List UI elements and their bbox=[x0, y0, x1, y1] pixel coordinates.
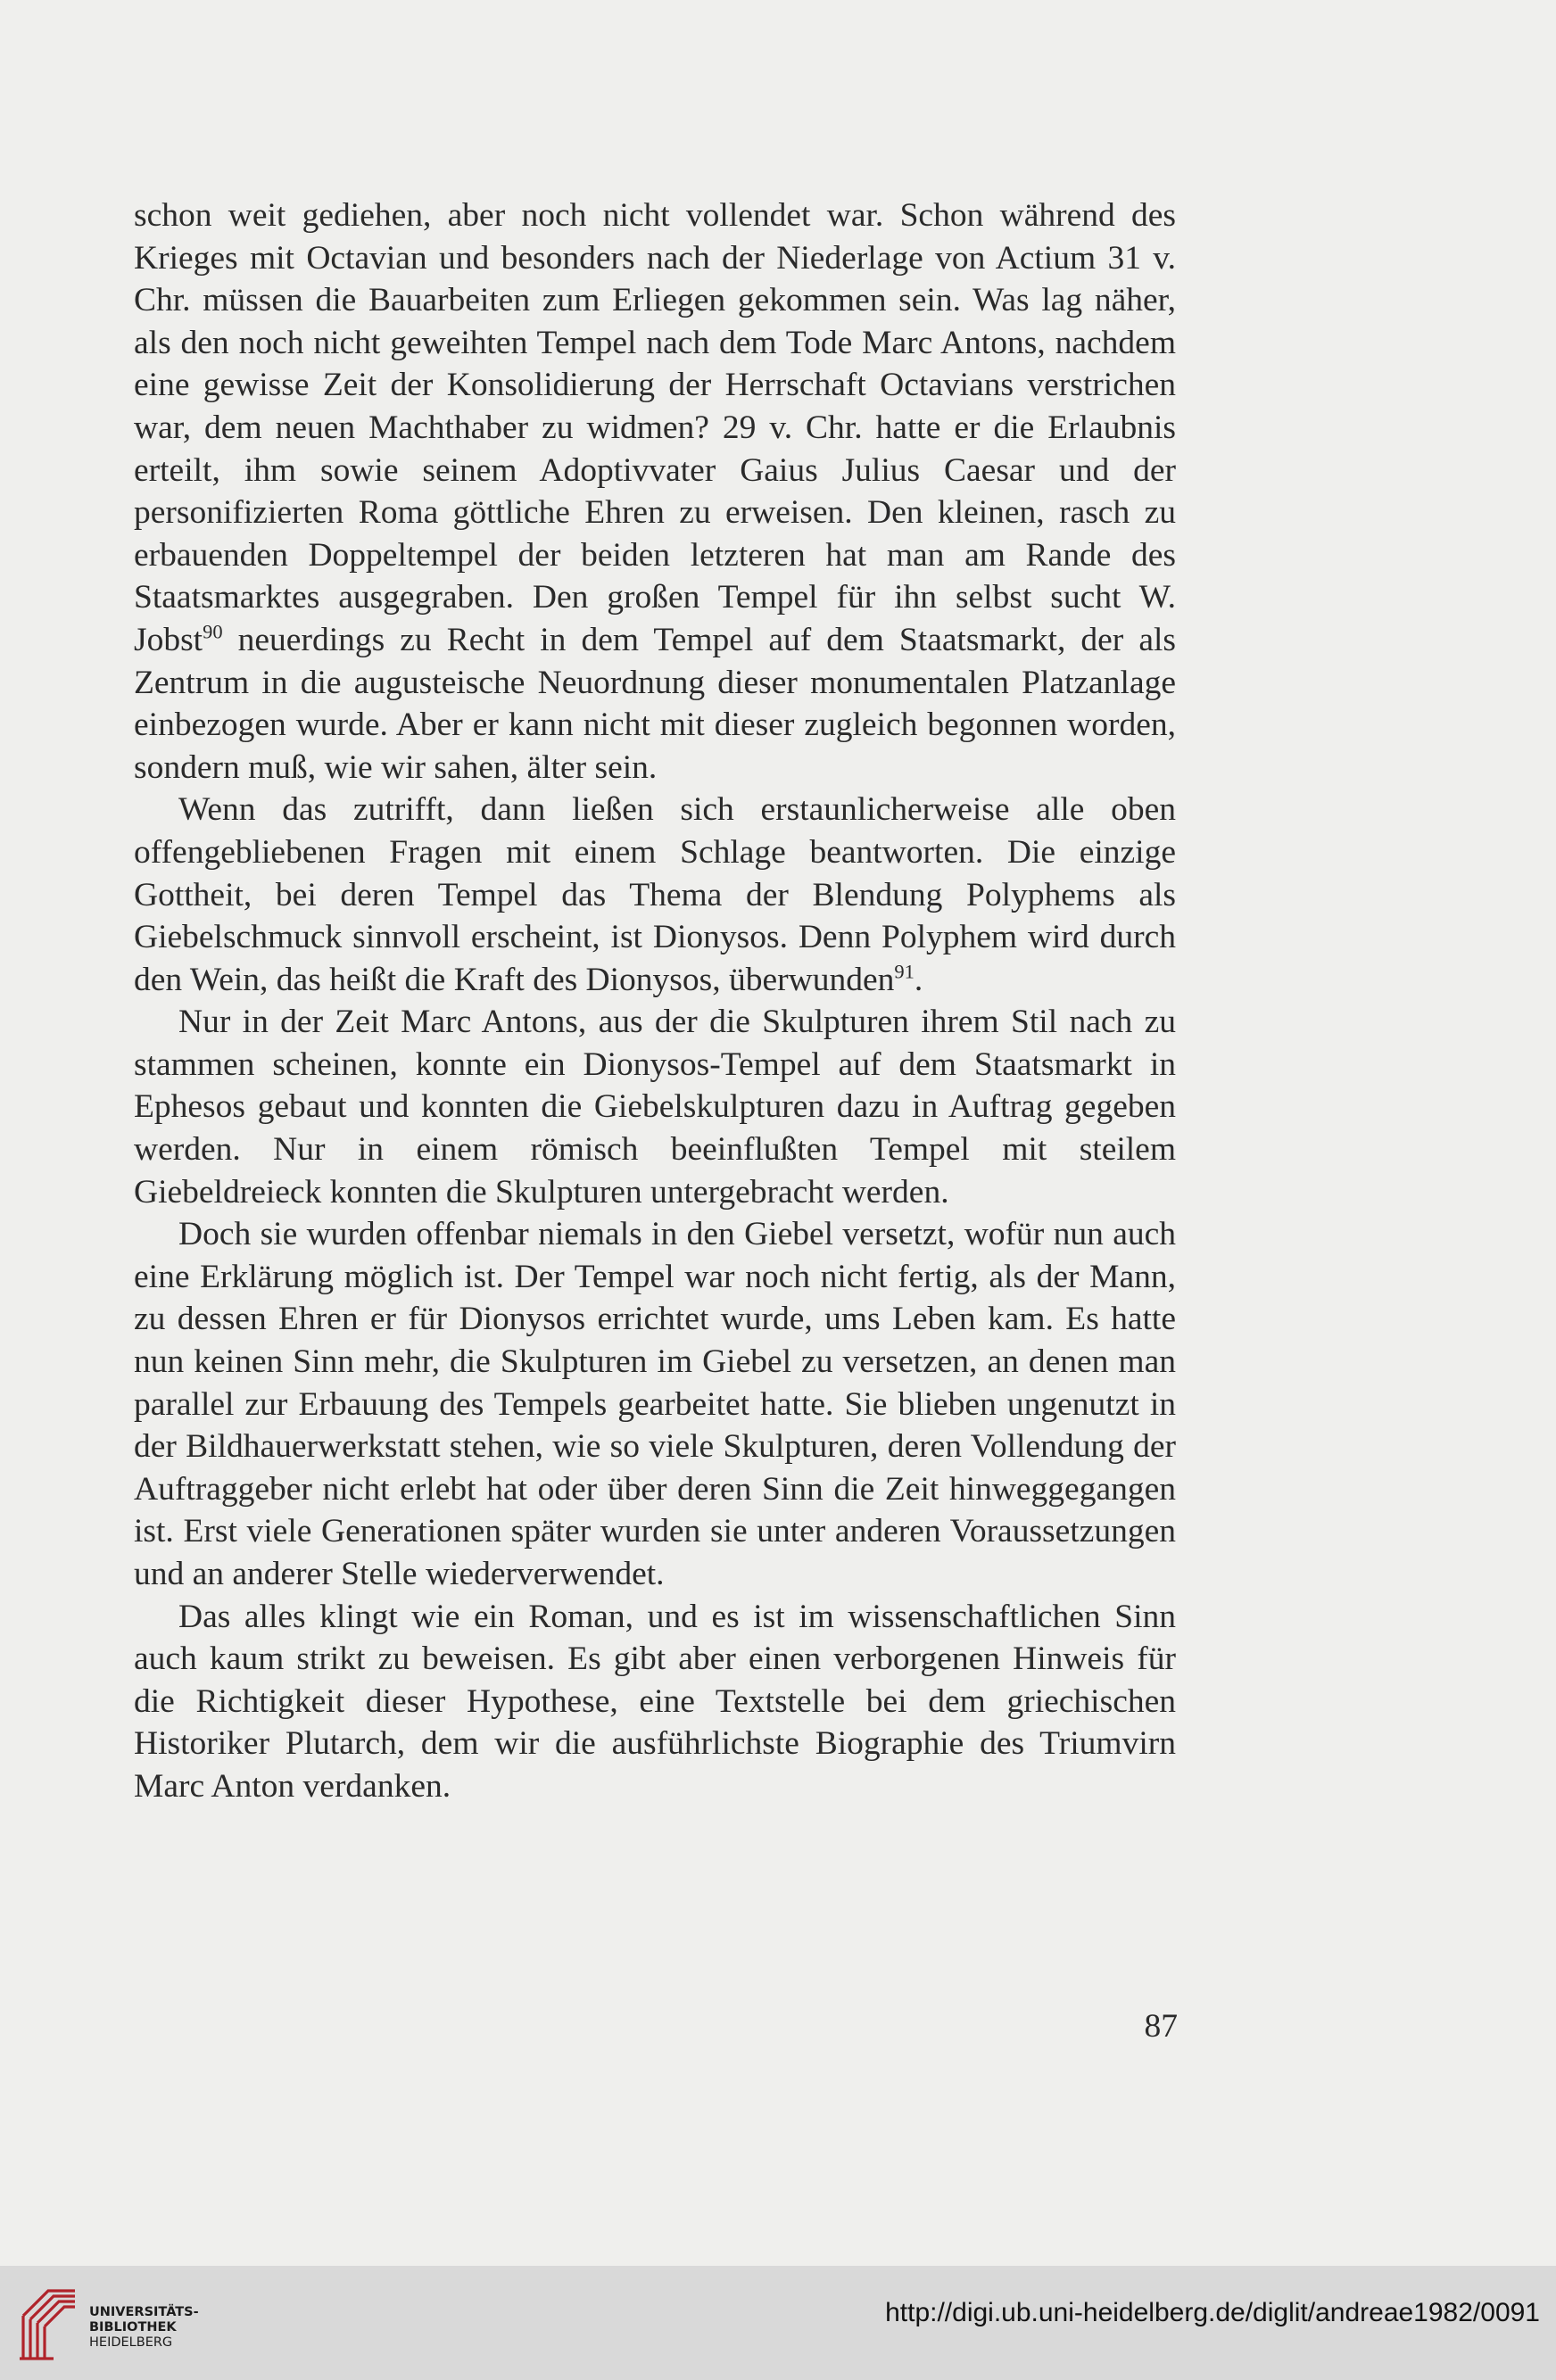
library-logo-icon bbox=[18, 2284, 80, 2364]
body-text bbox=[134, 194, 1176, 1808]
library-logo-text bbox=[89, 2305, 199, 2351]
footnote-ref-91: 91 bbox=[894, 960, 915, 983]
paragraph-3: Nur in der Zeit Marc Antons, aus der die Skulpturen ihrem Stil nach zu stammen scheinen, konnte ein Dionysos-Tempel auf dem Staatsmarkt in Ephesos gebaut und konnten die Giebelskulpturen dazu in Auftrag gegeben werden. Nur in einem römisch beeinflußten Tempel mit steilem Giebeldreieck konnten die Skulpturen untergebracht werden. bbox=[134, 1004, 1176, 1211]
logo-line-1: UNIVERSITÄTS- bbox=[89, 2305, 199, 2319]
footer-bar bbox=[0, 2266, 1556, 2380]
logo-line-2: BIBLIOTHEK bbox=[89, 2320, 177, 2335]
paragraph-1: schon weit gediehen, aber noch nicht vollendet war. Schon während des Krieges mit Octavian und besonders nach der Niederlage von Actium 31 v. Chr. müssen die Bauarbeiten zum Erliegen gekommen sein. Was lag näher, als den noch nicht geweihten Tempel nach dem Tode Marc Antons, nachdem eine gewisse Zeit der Konsolidierung der Herrschaft Octavians verstrichen war, dem neuen Machthaber zu widmen? 29 v. Chr. hatte er die Erlaubnis erteilt, ihm sowie seinem Adoptivvater Gaius Julius Caesar und der personifizierten Roma göttliche Ehren zu erweisen. Den kleinen, rasch zu erbauenden Doppeltempel der beiden letzteren hat man am Rande des Staatsmarktes ausgegraben. Den großen Tempel für ihn selbst sucht W. Jobst$^{90}$ neuerdings zu Recht in dem Tempel auf dem Staatsmarkt, der als Zentrum in die augusteische Neuordnung dieser monumentalen Platzanlage einbezogen wurde. Aber er kann nicht mit dieser zugleich begonnen worden, sondern muß, wie wir sahen, älter sein. bbox=[134, 197, 1176, 786]
logo-line-3: HEIDELBERG bbox=[89, 2335, 173, 2350]
library-logo[interactable] bbox=[18, 2284, 286, 2364]
source-url-link[interactable]: http://digi.ub.uni-heidelberg.de/diglit/andreae1982/0091 bbox=[885, 2298, 1540, 2327]
paragraph-5: Das alles klingt wie ein Roman, und es ist im wissenschaftlichen Sinn auch kaum strikt zu beweisen. Es gibt aber einen verborgenen Hinweis für die Richtigkeit dieser Hypothese, eine Textstelle bei dem griechischen Historiker Plutarch, dem wir die ausführlichste Biographie des Triumvirn Marc Anton verdanken. bbox=[134, 1598, 1176, 1805]
page-number: 87 bbox=[1144, 2008, 1178, 2045]
paragraph-2: Wenn das zutrifft, dann ließen sich erstaunlicherweise alle oben offengebliebenen Fragen mit einem Schlage beantworten. Die einzige Gottheit, bei deren Tempel das Thema der Blendung Polyphems als Giebelschmuck sinnvoll erscheint, ist Dionysos. Denn Polyphem wird durch den Wein, das heißt die Kraft des Dionysos, überwunden$^{91}$. bbox=[134, 791, 1176, 998]
footnote-ref-90: 90 bbox=[203, 620, 223, 643]
paragraph-4: Doch sie wurden offenbar niemals in den Giebel versetzt, wofür nun auch eine Erklärung möglich ist. Der Tempel war noch nicht fertig, als der Mann, zu dessen Ehren er für Dionysos errichtet wurde, ums Leben kam. Es hatte nun keinen Sinn mehr, die Skulpturen im Giebel zu versetzen, an denen man parallel zur Erbauung des Tempels gearbeitet hatte. Sie blieben ungenutzt in der Bildhauerwerkstatt stehen, wie so viele Skulpturen, deren Vollendung der Auftraggeber nicht erlebt hat oder über deren Sinn die Zeit hinweggegangen ist. Erst viele Generationen später wurden sie unter anderen Voraussetzungen und an anderer Stelle wiederverwendet. bbox=[134, 1216, 1176, 1592]
